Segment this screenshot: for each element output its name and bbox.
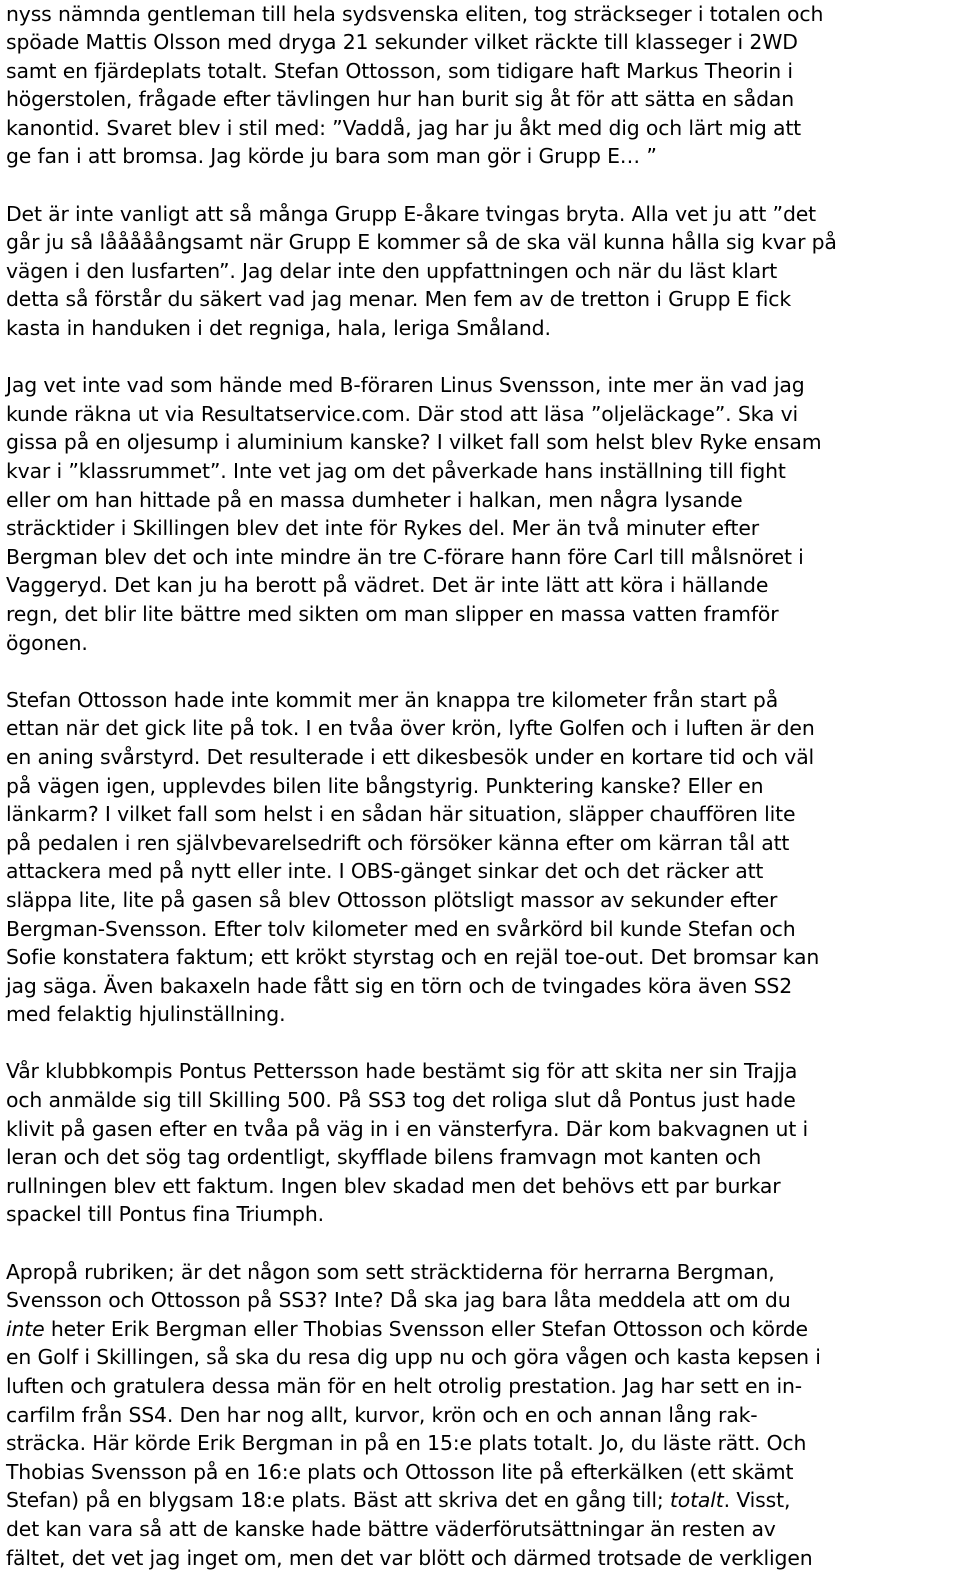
text-line: sträcka. Här körde Erik Bergman in på en 15:e plats totalt. Jo, du läste rätt. Och <box>6 1431 807 1456</box>
text-line: och anmälde sig till Skilling 500. På SS3 tog det roliga slut då Pontus just hade <box>6 1088 796 1113</box>
text-line: länkarm? I vilket fall som helst i en sådan här situation, släpper chauffören lite <box>6 802 796 827</box>
emphasis-text: inte <box>6 1316 45 1341</box>
text-line: en aning svårstyrd. Det resulterade i ett dikesbesök under en kortare tid och väl <box>6 744 815 769</box>
text-line <box>6 1486 954 1515</box>
text-line: på pedalen i ren självbevarelsedrift och försöker känna efter om kärran tål att <box>6 830 790 855</box>
text-line: detta så förstår du säkert vad jag menar. Men fem av de tretton i Grupp E fick <box>6 287 792 312</box>
text-line: på vägen igen, upplevdes bilen lite bångstyrig. Punktering kanske? Eller en <box>6 773 764 798</box>
text-line: med felaktig hjulinställning. <box>6 1002 286 1027</box>
text-line: går ju så lååååångsamt när Grupp E kommer så de ska väl kunna hålla sig kvar på <box>6 230 837 255</box>
text-line: samt en fjärdeplats totalt. Stefan Ottosson, som tidigare haft Markus Theorin i <box>6 58 793 83</box>
text-line: Stefan Ottosson hade inte kommit mer än knappa tre kilometer från start på <box>6 687 779 712</box>
paragraph-4 <box>6 686 954 1029</box>
text-line: gissa på en oljesump i aluminium kanske? I vilket fall som helst blev Ryke ensam <box>6 430 822 455</box>
text-line: regn, det blir lite bättre med sikten om man slipper en massa vatten framför <box>6 601 779 626</box>
text-line: kunde räkna ut via Resultatservice.com. Där stod att läsa ”oljeläckage”. Ska vi <box>6 401 799 426</box>
text-line: Svensson och Ottosson på SS3? Inte? Då ska jag bara låta meddela att om du <box>6 1288 791 1313</box>
text-line: kanontid. Svaret blev i stil med: ”Vaddå, jag har ju åkt med dig och lärt mig att <box>6 115 802 140</box>
text-line: en Golf i Skillingen, så ska du resa dig upp nu och göra vågen och kasta kepsen i <box>6 1345 821 1370</box>
text-line: carfilm från SS4. Den har nog allt, kurvor, krön och en och annan lång rak- <box>6 1402 758 1427</box>
text-line: Jag vet inte vad som hände med B-föraren Linus Svensson, inte mer än vad jag <box>6 373 805 398</box>
text-line: högerstolen, frågade efter tävlingen hur han burit sig åt för att sätta en sådan <box>6 87 795 112</box>
paragraph-2 <box>6 200 954 343</box>
text-line: eller om han hittade på en massa dumheter i halkan, men några lysande <box>6 487 743 512</box>
text-line: luften och gratulera dessa män för en helt otrolig prestation. Jag har sett en in- <box>6 1374 802 1398</box>
text-line: ögonen. <box>6 630 88 655</box>
text-line: rullningen blev ett faktum. Ingen blev skadad men det behövs ett par burkar <box>6 1173 781 1198</box>
text-line: ettan när det gick lite på tok. I en tvåa över krön, lyfte Golfen och i luften är den <box>6 716 815 741</box>
text-line: Apropå rubriken; är det någon som sett sträcktiderna för herrarna Bergman, <box>6 1259 775 1284</box>
text-line <box>6 1315 954 1344</box>
text-line: Vaggeryd. Det kan ju ha berott på vädret. Det är inte lätt att köra i hällande <box>6 573 769 598</box>
text-segment: . Visst, <box>723 1488 791 1513</box>
text-line: attackera med på nytt eller inte. I OBS-gänget sinkar det och det räcker att <box>6 859 764 884</box>
text-line: spackel till Pontus fina Triumph. <box>6 1202 324 1227</box>
text-line: Bergman-Svensson. Efter tolv kilometer med en svårkörd bil kunde Stefan och <box>6 916 796 941</box>
text-line: jag säga. Även bakaxeln hade fått sig en törn och de tvingades köra även SS2 <box>6 973 793 998</box>
text-line: fältet, det vet jag inget om, men det var blött och därmed trotsade de verkligen <box>6 1545 813 1570</box>
text-line: klivit på gasen efter en tvåa på väg in i en vänsterfyra. Där kom bakvagnen ut i <box>6 1116 809 1141</box>
text-line: kvar i ”klassrummet”. Inte vet jag om det påverkade hans inställning till fight <box>6 459 786 483</box>
text-line: det kan vara så att de kanske hade bättre väderförutsättningar än resten av <box>6 1516 776 1541</box>
text-segment: Stefan) på en blygsam 18:e plats. Bäst att skriva det en gång till; <box>6 1488 670 1513</box>
text-line: Det är inte vanligt att så många Grupp E-åkare tvingas bryta. Alla vet ju att ”det <box>6 201 816 226</box>
text-line: vägen i den lusfarten”. Jag delar inte den uppfattningen och när du läst klart <box>6 258 778 283</box>
emphasis-text: totalt <box>669 1488 724 1513</box>
text-line: ge fan i att bromsa. Jag körde ju bara som man gör i Grupp E… ” <box>6 144 657 169</box>
text-segment: heter Erik Bergman eller Thobias Svensson eller Stefan Ottosson och körde <box>44 1316 808 1341</box>
text-line: kasta in handuken i det regniga, hala, leriga Småland. <box>6 316 551 341</box>
paragraph-1 <box>6 0 954 171</box>
paragraph-6 <box>6 1258 954 1572</box>
text-line: Sofie konstatera faktum; ett krökt styrstag och en rejäl toe-out. Det bromsar kan <box>6 945 820 970</box>
text-line: spöade Mattis Olsson med dryga 21 sekunder vilket räckte till klasseger i 2WD <box>6 30 798 55</box>
text-line: Vår klubbkompis Pontus Pettersson hade bestämt sig för att skita ner sin Trajja <box>6 1059 798 1084</box>
text-line: sträcktider i Skillingen blev det inte för Rykes del. Mer än två minuter efter <box>6 516 759 541</box>
paragraph-5 <box>6 1057 954 1229</box>
text-line: nyss nämnda gentleman till hela sydsvenska eliten, tog sträckseger i totalen och <box>6 1 824 26</box>
text-line: Bergman blev det och inte mindre än tre C-förare hann före Carl till målsnöret i <box>6 544 804 569</box>
text-line: Thobias Svensson på en 16:e plats och Ottosson lite på efterkälken (ett skämt <box>6 1459 794 1484</box>
text-line: leran och det sög tag ordentligt, skyfflade bilens framvagn mot kanten och <box>6 1145 762 1170</box>
text-line: släppa lite, lite på gasen så blev Ottosson plötsligt massor av sekunder efter <box>6 887 778 912</box>
paragraph-3 <box>6 371 954 657</box>
